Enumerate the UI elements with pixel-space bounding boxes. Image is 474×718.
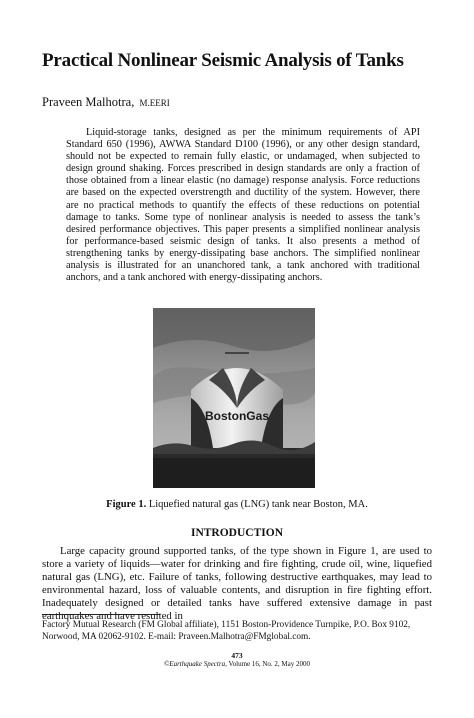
journal-footer (0, 660, 474, 668)
paper-title: Practical Nonlinear Seismic Analysis of Tanks (42, 50, 404, 71)
introduction-paragraph: Large capacity ground supported tanks, of the type shown in Figure 1, are used to store a variety of liquids—water for drinking and fire fighting, crude oil, wine, liquefied natural gas (LNG), etc. Failure of tanks, following destructive earthquakes, may lead to environmental hazard, loss of valuable contents, and disruption in fire fighting effort. Inadequately designed or detailed tanks have suffered extensive damage in past earthquakes and have resulted in (42, 545, 432, 622)
journal-name: ©Earthquake Spectra, (163, 660, 227, 668)
tank-logo-text: BostonGas (204, 409, 270, 423)
section-heading-introduction: INTRODUCTION (190, 527, 283, 539)
page-number: 473 (231, 651, 243, 660)
footnote-rule (42, 614, 160, 615)
author-affiliation: M.EERI (139, 98, 170, 108)
lng-tank-image (153, 308, 315, 488)
figure-label: Figure 1. (106, 499, 147, 510)
figure-caption-text: Liquefied natural gas (LNG) tank near Boston, MA. (148, 499, 368, 510)
journal-issue: Volume 16, No. 2, May 2000 (226, 660, 311, 668)
author-name: Praveen Malhotra, (42, 95, 135, 109)
abstract: Liquid-storage tanks, designed as per the minimum requirements of API Standard 650 (1996), AWWA Standard D100 (1996), or any other design standard, should not be expected to remain fully elastic, or undamaged, when subjected to design ground shaking. Forces prescribed in design standards are only a fraction of those obtained from a linear elastic (no damage) response analysis. Force reductions are based on the expected overstrength and ductility of the system. However, there are no practical methods to quantify the effects of these reductions on potential damage to tanks. Some type of nonlinear analysis is needed to assess the tank’s desired performance objectives. This paper presents a simplified nonlinear analysis for performance-based seismic design of tanks. It also presents a method of strengthening tanks by energy-dissipating base anchors. The simplified nonlinear analysis is illustrated for an unanchored tank, a tank anchored with traditional anchors, and a tank anchored with energy-dissipating anchors. (66, 127, 420, 284)
author-footnote: Factory Mutual Research (FM Global affiliate), 1151 Boston-Providence Turnpike, P.O. Box 9102, Norwood, MA 02062-9102. E-mail: Praveen.Malhotra@FMglobal.com. (42, 620, 411, 642)
figure-1-caption (42, 499, 432, 510)
figure-1-photo (153, 308, 315, 488)
author-line (42, 95, 170, 110)
